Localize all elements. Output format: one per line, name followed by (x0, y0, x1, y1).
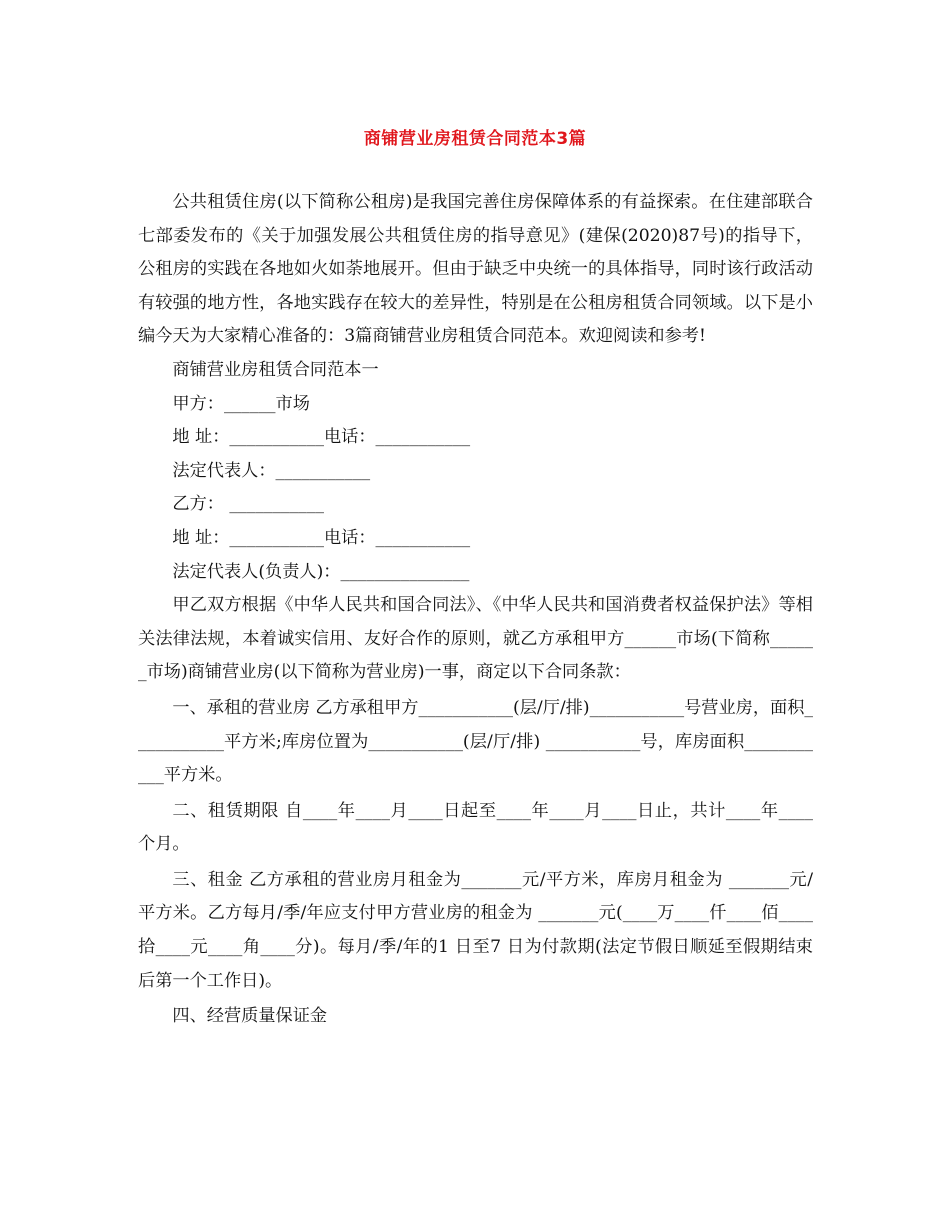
party-a-representative-line: 法定代表人：___________ (172, 460, 371, 481)
party-b-line: 乙方： ___________ (172, 494, 324, 515)
section-title: 商铺营业房租赁合同范本一 (172, 359, 379, 380)
document-body (138, 186, 813, 1034)
party-b-address-line: 地 址：___________电话：___________ (172, 527, 471, 548)
party-a-line: 甲方：______市场 (172, 393, 310, 414)
clause-2-paragraph: 二、租赁期限 自____年____月____日起至____年____月____日止，共计____年____ 个月。 (138, 800, 813, 855)
preamble-paragraph: 甲乙双方根据《中华人民共和国合同法》、《中华人民共和国消费者权益保护法》等相关法律法规，本着诚实信用、友好合作的原则，就乙方承租甲方______市场(下简称______市场)商铺营业房(以下简称为营业房)一事，商定以下合同条款： (138, 595, 813, 683)
party-a-address-line: 地 址：___________电话：___________ (172, 427, 471, 448)
clause-4-heading: 四、经营质量保证金 (172, 1006, 328, 1027)
intro-paragraph: 公共租赁住房(以下简称公租房)是我国完善住房保障体系的有益探索。在住建部联合七部委发布的《关于加强发展公共租赁住房的指导意见》(建保(2020)87号)的指导下，公租房的实践在各地如火如荼地展开。但由于缺乏中央统一的具体指导，同时该行政活动有较强的地方性，各地实践存在较大的差异性，特别是在公租房租赁合同领域。以下是小编今天为大家精心准备的：3篇商铺营业房租赁合同范本。欢迎阅读和参考! (138, 192, 813, 347)
party-b-representative-line: 法定代表人(负责人)：_______________ (172, 561, 470, 582)
clause-3-paragraph: 三、租金 乙方承租的营业房月租金为_______元/平方米，库房月租金为 _______元/平方米。乙方每月/季/年应支付甲方营业房的租金为 _______元(____万____仟____佰____拾____元____角____分)。每月/季/年的1 日至7 日为付款期(法定节假日顺延至假期结束后第一个工作日)。 (138, 869, 813, 991)
document-title: 商铺营业房租赁合同范本3篇 (363, 129, 587, 149)
clause-1-paragraph: 一、承租的营业房 乙方承租甲方___________(层/厅/排)___________号营业房，面积___________平方米;库房位置为___________(层/厅/排) ___________号，库房面积___________平方米。 (138, 697, 814, 786)
